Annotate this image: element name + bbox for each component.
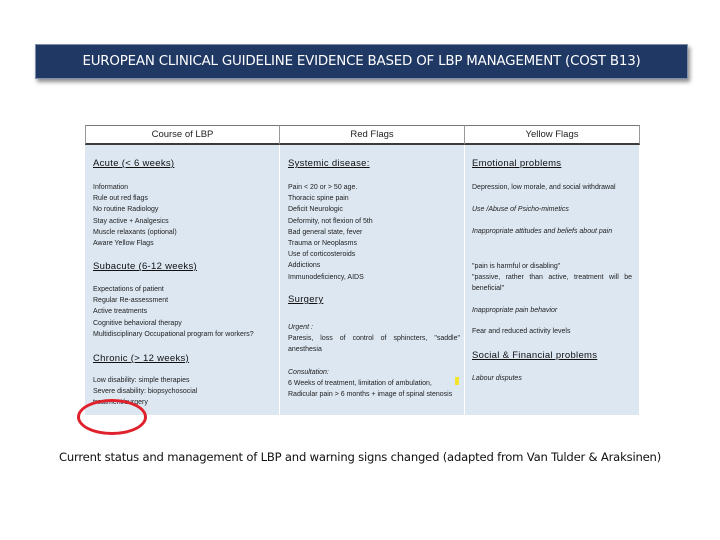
list-item: Addictions — [288, 262, 321, 270]
list-item: treatment/surgery — [93, 399, 148, 407]
systemic-heading: Systemic disease: — [288, 158, 370, 169]
header-yellow-flags: Yellow Flags — [465, 125, 640, 145]
consultation-label: Consultation: — [288, 369, 329, 376]
chronic-heading: Chronic (> 12 weeks) — [93, 353, 190, 364]
urgent-label: Urgent : — [288, 324, 313, 331]
subacute-list — [93, 284, 254, 340]
list-item: Thoracic spine pain — [288, 195, 349, 203]
subacute-heading: Subacute (6-12 weeks) — [93, 261, 197, 272]
acute-heading: Acute (< 6 weeks) — [93, 158, 175, 169]
surgery-heading: Surgery — [288, 294, 324, 305]
list-item: Stay active + Analgesics — [93, 217, 169, 225]
social-heading: Social & Financial problems — [472, 350, 598, 361]
emotional-heading: Emotional problems — [472, 158, 562, 169]
course-column — [85, 145, 280, 415]
abuse-text: Use /Abuse of Psicho-mimetics — [472, 206, 569, 213]
fear-text: Fear and reduced activity levels — [472, 328, 571, 335]
list-item: Aware Yellow Flags — [93, 240, 154, 248]
pain-behavior-text: Inappropriate pain behavior — [472, 307, 558, 314]
urgent-text: Paresis, loss of control of sphincters, "saddle" anesthesia — [288, 335, 460, 354]
figure-caption: Current status and management of LBP and warning signs changed (adapted from Van Tulder & Araksinen) — [58, 450, 662, 464]
labour-text: Labour disputes — [472, 375, 522, 382]
list-item: Information — [93, 184, 129, 191]
list-item: Low disability: simple therapies — [93, 377, 190, 384]
list-item: Use of corticosteroids — [288, 251, 356, 259]
list-item: No routine Radiology — [93, 206, 159, 214]
list-item: Active treatments — [93, 308, 148, 316]
list-item: Deficit Neurologic — [288, 206, 343, 214]
annotation-oval — [77, 399, 147, 435]
highlight-marker — [455, 377, 459, 385]
list-item: Muscle relaxants (optional) — [93, 228, 177, 236]
systemic-list — [288, 182, 373, 283]
depression-text: Depression, low morale, and social withdrawal — [472, 184, 616, 191]
header-course: Course of LBP — [85, 125, 280, 145]
red-flags-column — [280, 145, 465, 415]
list-item: Rule out red flags — [93, 195, 148, 203]
header-red-flags: Red Flags — [280, 125, 465, 145]
list-item: Bad general state, fever — [288, 228, 363, 236]
acute-list — [93, 182, 177, 249]
yellow-flags-column — [465, 145, 640, 415]
guideline-table — [85, 125, 640, 415]
consultation-line: 6 Weeks of treatment, limitation of ambulation, — [288, 380, 432, 387]
list-item: Multidisciplinary Occupational program for workers? — [93, 330, 254, 338]
pain-harmful-text: "pain is harmful or disabling" — [472, 263, 561, 270]
consultation-text: Radicular pain > 6 months + image of spinal stenosis — [288, 391, 453, 398]
page-title: EUROPEAN CLINICAL GUIDELINE EVIDENCE BASED OF LBP MANAGEMENT (COST B13) — [82, 54, 641, 69]
list-item: Pain < 20 or > 50 age. — [288, 184, 358, 191]
list-item: Trauma or Neoplasms — [288, 240, 357, 248]
list-item: Expectations of patient — [93, 286, 164, 293]
list-item: Regular Re-assessment — [93, 297, 169, 305]
attitudes-text: Inappropriate attitudes and beliefs about pain — [472, 228, 613, 235]
list-item: Deformity, not flexion of 5th — [288, 217, 373, 225]
list-item: Cognitive behavioral therapy — [93, 319, 182, 327]
list-item: Severe disability: biopsychosocial — [93, 388, 198, 396]
list-item: Immunodeficiency, AIDS — [288, 273, 364, 281]
page-title-banner — [35, 44, 688, 79]
passive-text: "passive, rather than active, treatment will be beneficial" — [472, 274, 632, 293]
